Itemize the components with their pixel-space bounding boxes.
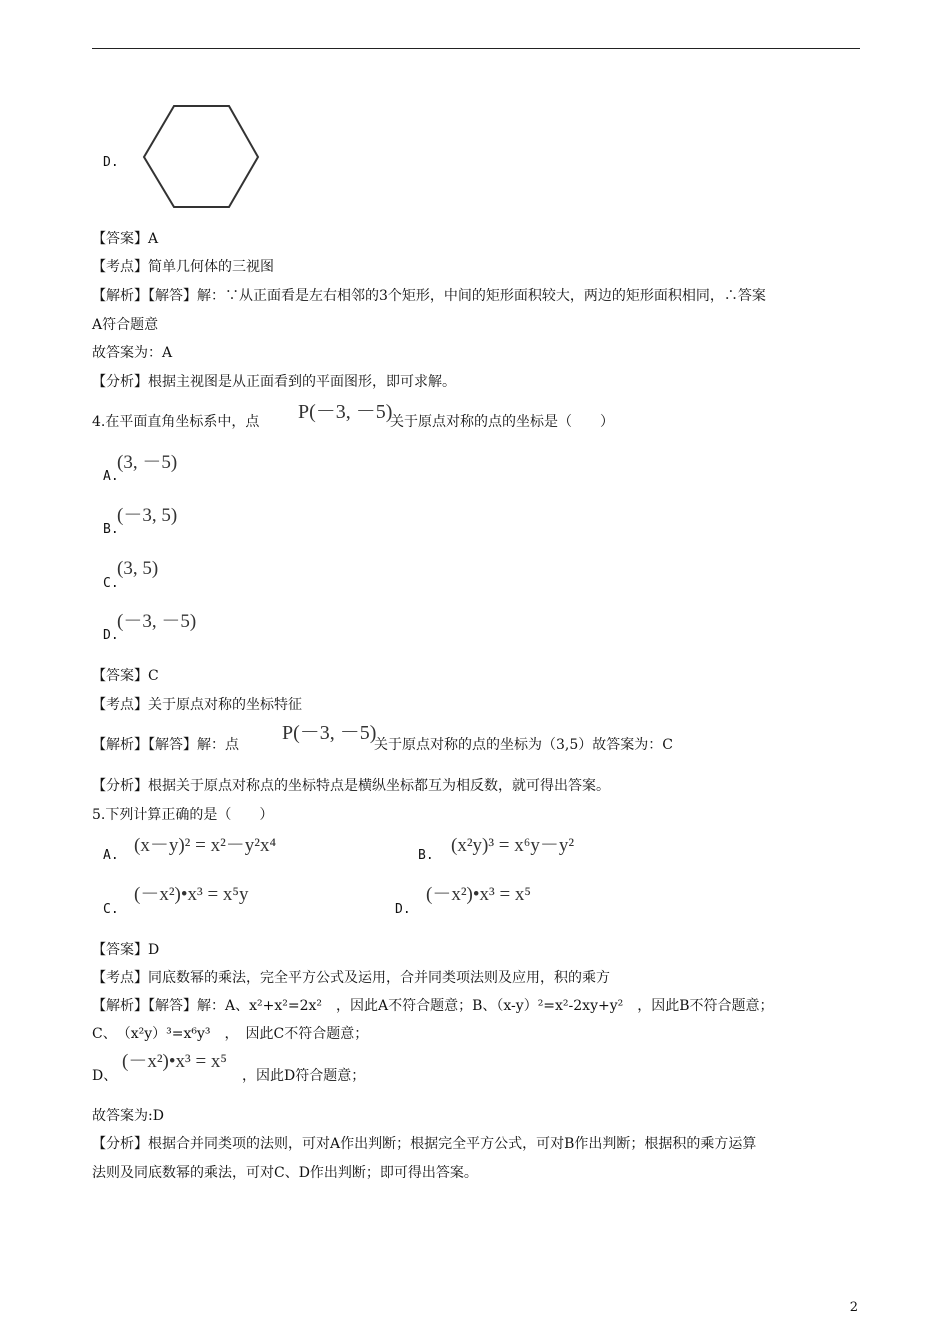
q3-jiexi-line2: A符合题意 — [92, 317, 159, 333]
q5-jiexi-line1: 【解析】【解答】解：A、x²+x²=2x² ，因此A不符合题意；B、（x-y）²=x²-2xy+y² ，因此B不符合题意； — [92, 998, 774, 1014]
q5-jiexi-line2: C、 （x²y）³=x⁶y³ ， 因此C不符合题意； — [92, 1026, 369, 1042]
q5-option-b-label: B. — [418, 848, 434, 863]
header-rule — [92, 48, 860, 49]
q5-option-c-expr: (－x²)•x³ = x⁵y — [134, 884, 249, 905]
q4-option-a-value: (3, －5) — [117, 452, 178, 473]
q4-option-d-label: D. — [103, 628, 119, 643]
q4-answer: 【答案】C — [92, 668, 159, 684]
q4-option-c-label: C. — [103, 576, 119, 591]
q5-fenxi-line1: 【分析】根据合并同类项的法则，可对A作出判断；根据完全平方公式，可对B作出判断；根据积的乘方运算 — [92, 1136, 757, 1152]
q4-stem-suffix: 关于原点对称的点的坐标是（ ） — [390, 414, 614, 430]
q5-option-b-expr: (x²y)³ = x⁶y－y² — [451, 835, 575, 856]
q5-guda: 故答案为:D — [92, 1108, 164, 1124]
q3-kaodian: 【考点】简单几何体的三视图 — [92, 259, 274, 275]
q5-fenxi-line2: 法则及同底数幂的乘法，可对C、D作出判断；即可得出答案。 — [92, 1165, 478, 1181]
q3-option-d-label: D. — [103, 155, 119, 170]
q4-option-c-value: (3, 5) — [117, 558, 159, 579]
q5-option-a-expr: (x－y)² = x²－y²x⁴ — [134, 835, 277, 856]
q5-option-d-label: D. — [395, 902, 411, 917]
q4-jiexi-point: P(－3, －5) — [282, 722, 377, 744]
q4-option-b-value: (－3, 5) — [117, 505, 178, 526]
hexagon-figure — [138, 100, 264, 214]
q5-jiexi-line3-suffix: ，因此D符合题意； — [242, 1068, 366, 1084]
q5-jiexi-line3-expr: (－x²)•x³ = x⁵ — [122, 1051, 228, 1072]
q4-option-a-label: A. — [103, 469, 119, 484]
q4-jiexi-prefix: 【解析】【解答】解：点 — [92, 737, 239, 753]
q4-option-d-value: (－3, －5) — [117, 611, 197, 632]
q5-option-c-label: C. — [103, 902, 119, 917]
q5-jiexi-line3-prefix: D、 — [92, 1068, 118, 1084]
q3-fenxi: 【分析】根据主视图是从正面看到的平面图形，即可求解。 — [92, 374, 456, 390]
q4-stem-prefix: 4.在平面直角坐标系中，点 — [92, 414, 260, 430]
q4-kaodian: 【考点】关于原点对称的坐标特征 — [92, 697, 302, 713]
q5-kaodian: 【考点】同底数幂的乘法，完全平方公式及运用，合并同类项法则及应用，积的乘方 — [92, 970, 610, 986]
q4-option-b-label: B. — [103, 522, 119, 537]
q3-guda: 故答案为：A — [92, 345, 173, 361]
q5-answer: 【答案】D — [92, 942, 160, 958]
q3-answer: 【答案】A — [92, 231, 159, 247]
q4-fenxi: 【分析】根据关于原点对称点的坐标特点是横纵坐标都互为相反数，就可得出答案。 — [92, 778, 610, 794]
q5-option-a-label: A. — [103, 848, 119, 863]
q5-stem: 5.下列计算正确的是（ ） — [92, 807, 274, 823]
q5-option-d-expr: (－x²)•x³ = x⁵ — [426, 884, 532, 905]
q4-stem-point: P(－3, －5) — [298, 401, 393, 423]
q3-jiexi-line1: 【解析】【解答】解：∵从正面看是左右相邻的3个矩形，中间的矩形面积较大，两边的矩形面积相同，∴答案 — [92, 288, 766, 304]
page-number: 2 — [849, 1300, 858, 1315]
q4-jiexi-suffix: 关于原点对称的点的坐标为（3,5）故答案为：C — [374, 737, 673, 753]
